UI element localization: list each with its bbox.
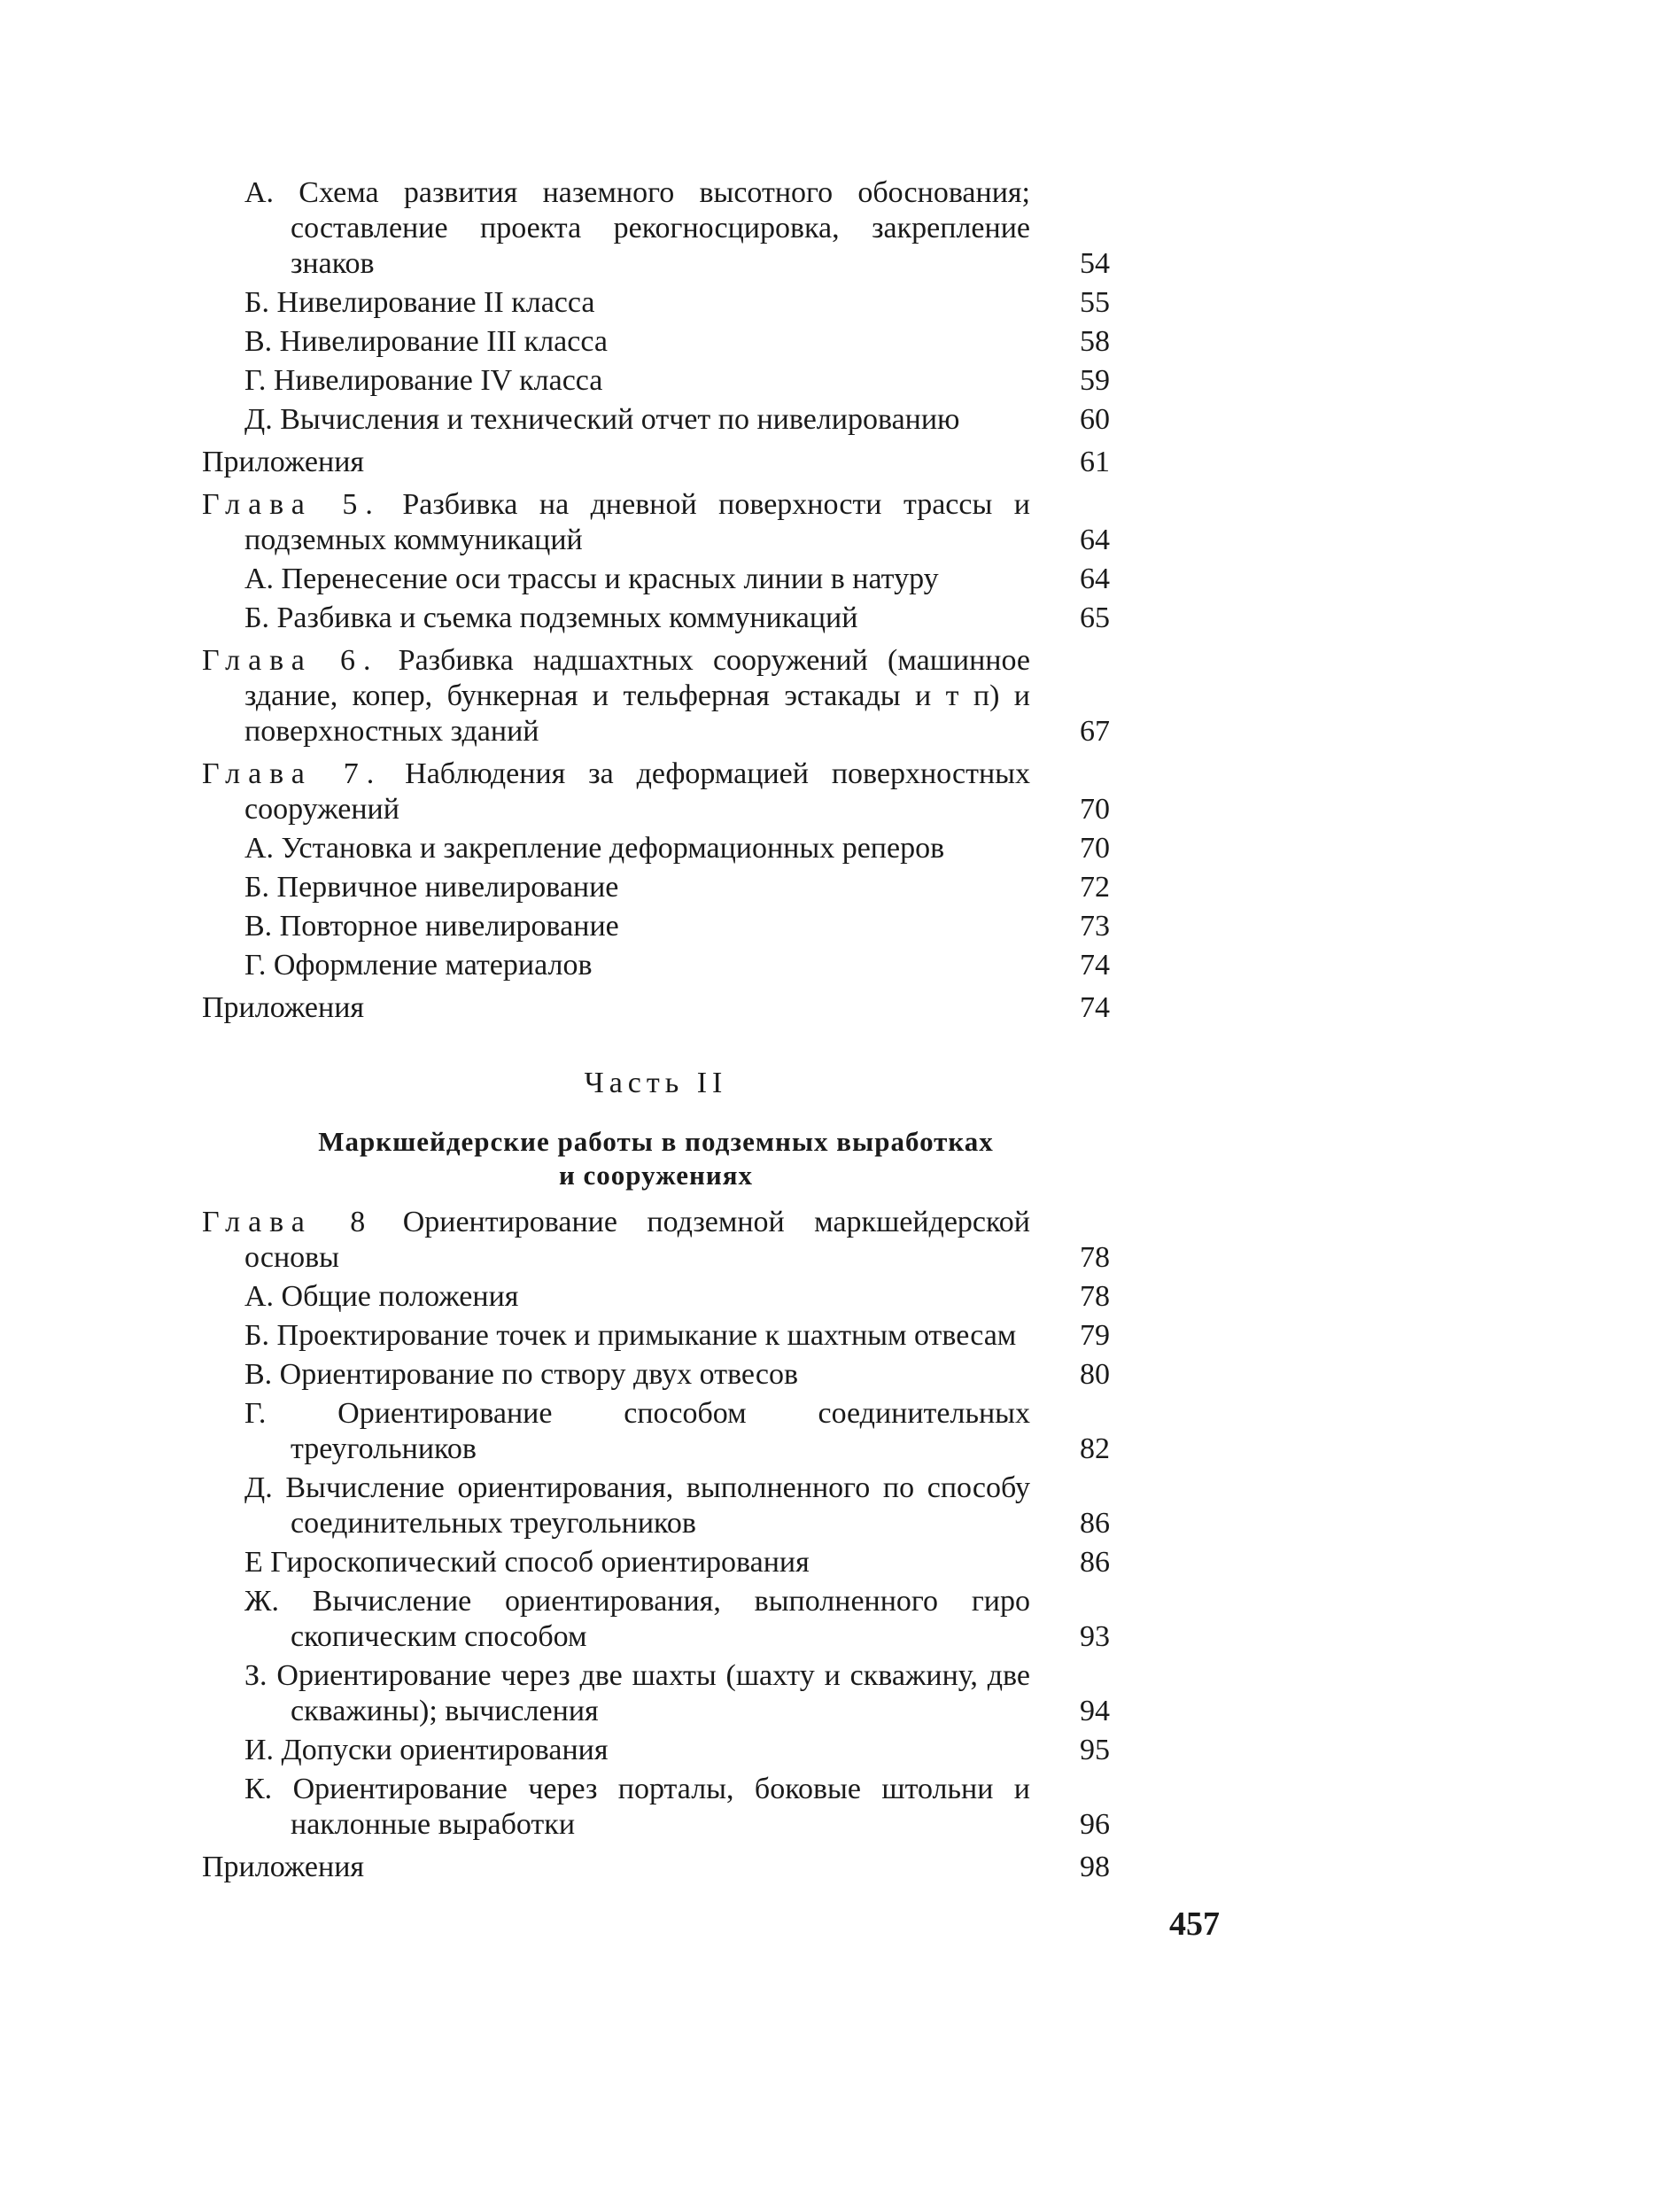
toc-entry-title: А. Установка и закрепление деформационных реперов	[244, 832, 945, 865]
toc-entry-title: Б. Проектирование точек и примыкание к шахтным отвесам	[244, 1319, 1017, 1352]
toc-chapter	[202, 487, 1110, 558]
toc-entry-title	[202, 487, 1110, 558]
chapter-label: Глава 8	[202, 1206, 374, 1238]
toc-entry	[244, 909, 1110, 944]
toc-entry-title: Приложения	[202, 1851, 365, 1883]
part-title: Часть II	[584, 1067, 728, 1099]
toc-entry-title: Д. Вычисление ориентирования, выполненного по способу соединительных треугольников	[244, 1471, 1030, 1540]
toc-entry	[244, 175, 1110, 282]
toc-entry-title: Д. Вычисления и технический отчет по нивелированию	[244, 403, 960, 436]
toc-page-number: 55	[1080, 286, 1110, 319]
toc-page-number: 82	[1080, 1432, 1110, 1465]
toc-page-number: 58	[1080, 325, 1110, 358]
toc-page-number: 67	[1080, 715, 1110, 748]
toc-page-number: 70	[1080, 832, 1110, 865]
toc-entry	[244, 562, 1110, 597]
toc-entry-title	[202, 757, 1110, 827]
toc-entry	[244, 831, 1110, 866]
toc-entry	[244, 1396, 1110, 1467]
toc-entry-title: Г. Ориентирование способом соединительных треугольников	[244, 1397, 1030, 1465]
toc-entry	[244, 402, 1110, 438]
toc-chapter	[202, 643, 1110, 749]
chapter-title: Наблюдения за деформацией поверхностных сооружений	[244, 757, 1031, 826]
toc-page-number: 61	[1080, 446, 1110, 478]
table-of-contents	[202, 175, 1110, 1885]
toc-page-number: 65	[1080, 602, 1110, 634]
toc-entry	[244, 1658, 1110, 1729]
toc-after-part	[202, 1205, 1110, 1885]
chapter-label: Глава 6.	[202, 644, 379, 677]
toc-entry-title: В. Нивелирование III класса	[244, 325, 608, 358]
toc-entry	[244, 1357, 1110, 1393]
toc-entry-title: Б. Нивелирование II класса	[244, 286, 595, 319]
toc-page-number: 79	[1080, 1319, 1110, 1352]
toc-before-part	[202, 175, 1110, 1026]
toc-entry	[202, 990, 1110, 1026]
toc-entry	[244, 1584, 1110, 1655]
toc-page-number: 78	[1080, 1280, 1110, 1313]
toc-page-number: 86	[1080, 1507, 1110, 1540]
toc-entry	[244, 1471, 1110, 1541]
toc-entry-title: Г. Нивелирование IV класса	[244, 364, 603, 397]
toc-page-number: 94	[1080, 1695, 1110, 1727]
toc-page-number: 95	[1080, 1734, 1110, 1766]
toc-entry-title	[202, 643, 1110, 749]
toc-entry-title: А. Общие положения	[244, 1280, 519, 1313]
toc-page-number: 74	[1080, 949, 1110, 982]
toc-entry	[202, 445, 1110, 480]
toc-entry	[244, 324, 1110, 360]
toc-page-number: 72	[1080, 871, 1110, 904]
toc-page-number: 73	[1080, 910, 1110, 943]
chapter-label: Глава 7.	[202, 757, 383, 790]
toc-entry-title: Б. Первичное нивелирование	[244, 871, 619, 904]
toc-entry-title: Е Гироскопический способ ориентирования	[244, 1546, 810, 1579]
toc-page-number: 96	[1080, 1808, 1110, 1841]
toc-entry	[244, 1772, 1110, 1843]
toc-entry	[244, 948, 1110, 983]
toc-page-number: 98	[1080, 1851, 1110, 1883]
toc-entry	[244, 1733, 1110, 1768]
toc-entry-title: Приложения	[202, 991, 365, 1024]
toc-page-number: 86	[1080, 1546, 1110, 1579]
section-title-line: и сооружениях	[558, 1160, 754, 1191]
chapter-label: Глава 5.	[202, 488, 381, 521]
chapter-title: Разбивка надшахтных сооружений (машинное здание, копер, бункерная и тельферная эстакады и т п) и поверхностных зданий	[244, 644, 1030, 748]
toc-entry	[244, 1279, 1110, 1315]
toc-entry-title: В. Повторное нивелирование	[244, 910, 619, 943]
toc-entry-title: З. Ориентирование через две шахты (шахту и скважину, две скважины); вычисления	[244, 1659, 1030, 1727]
toc-entry-title: А. Схема развития наземного высотного обоснования; составление проекта рекогносцировка, закрепление знаков	[244, 176, 1030, 280]
toc-page-number: 93	[1080, 1620, 1110, 1653]
toc-entry-title: Б. Разбивка и съемка подземных коммуникаций	[244, 602, 858, 634]
toc-page-number: 74	[1080, 991, 1110, 1024]
toc-entry-title: В. Ориентирование по створу двух отвесов	[244, 1358, 798, 1391]
chapter-title: Ориентирование подземной маркшейдерской основы	[244, 1206, 1030, 1274]
toc-entry	[244, 363, 1110, 399]
toc-page-number: 54	[1080, 247, 1110, 280]
toc-entry	[244, 1545, 1110, 1580]
toc-page-number: 78	[1080, 1241, 1110, 1274]
toc-entry-title: К. Ориентирование через порталы, боковые штольни и наклонные выработки	[244, 1773, 1030, 1841]
toc-page-number: 80	[1080, 1358, 1110, 1391]
toc-entry-title	[202, 1205, 1110, 1276]
toc-entry-title: Г. Оформление материалов	[244, 949, 593, 982]
toc-entry	[244, 870, 1110, 905]
toc-entry-title: И. Допуски ориентирования	[244, 1734, 609, 1766]
toc-page-number: 70	[1080, 793, 1110, 826]
chapter-title: Разбивка на дневной поверхности трассы и подземных коммуникаций	[244, 488, 1031, 556]
toc-page-number: 60	[1080, 403, 1110, 436]
section-title	[202, 1125, 1110, 1192]
toc-entry	[244, 285, 1110, 321]
toc-chapter	[202, 1205, 1110, 1276]
toc-chapter	[202, 757, 1110, 827]
toc-page-number: 64	[1080, 563, 1110, 595]
section-title-line: Маркшейдерские работы в подземных выработках	[318, 1126, 994, 1157]
toc-page-number: 64	[1080, 524, 1110, 556]
toc-entry-title: Приложения	[202, 446, 365, 478]
toc-entry	[244, 1318, 1110, 1354]
toc-page-number: 59	[1080, 364, 1110, 397]
toc-entry-title: Ж. Вычисление ориентирования, выполненного гиро скопическим способом	[244, 1585, 1030, 1653]
page-number: 457	[1169, 1905, 1220, 1943]
toc-entry	[202, 1850, 1110, 1885]
toc-entry-title: А. Перенесение оси трассы и красных линии в натуру	[244, 563, 939, 595]
toc-entry	[244, 601, 1110, 636]
